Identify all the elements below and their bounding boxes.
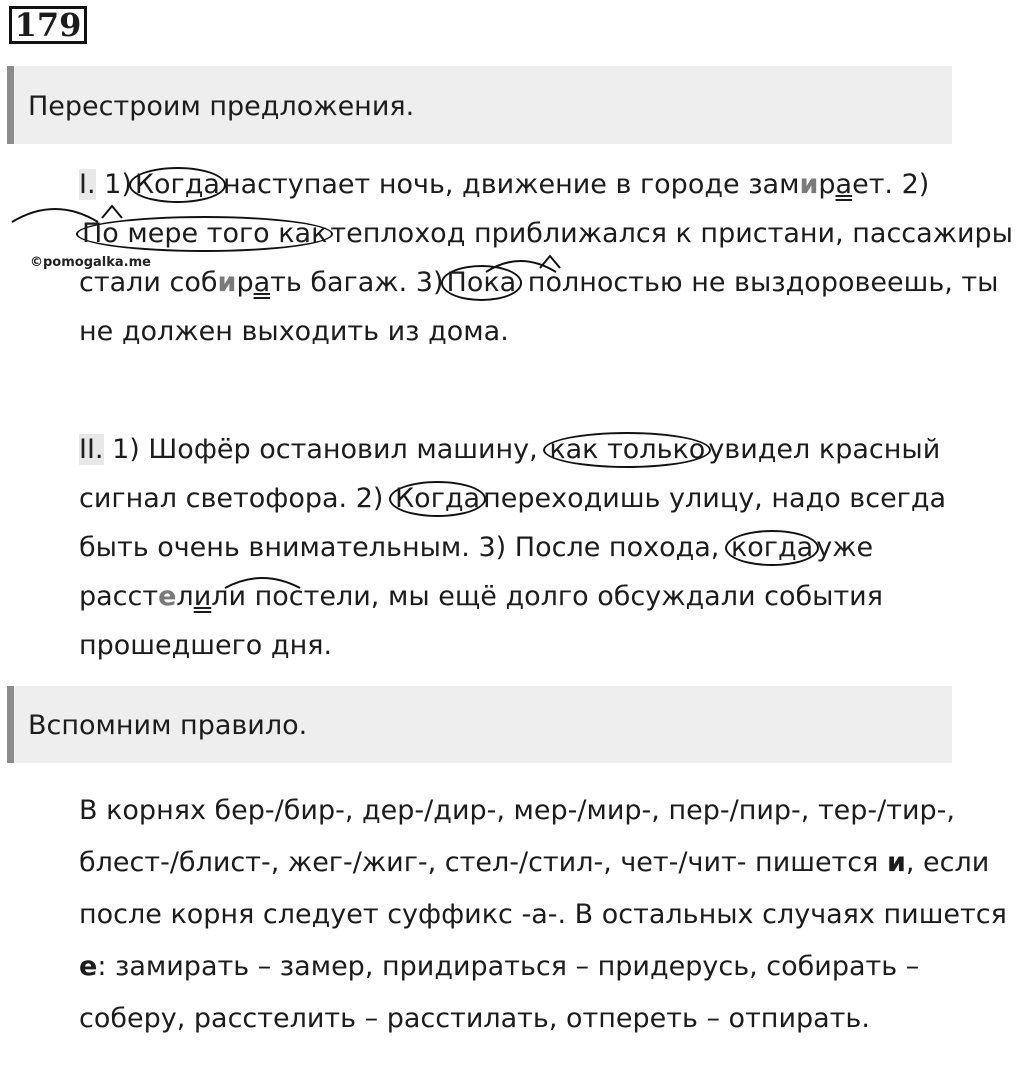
sentence-text: уже расст [79,532,874,612]
heading-text: Перестроим предложения. [28,91,415,122]
section-heading-rule [7,686,952,763]
part-two-paragraph [9,425,1024,670]
sentence-text: теплоход приближался к пристани, пассажиры стали соб [79,218,1014,298]
sentence-number: 3) [415,267,444,298]
sentence-text: ли постели, мы ещё долго обсуждали события прошедшего дня. [79,581,883,661]
root-letter: л [176,581,194,612]
conjunction-circled: По мере того как [76,216,333,252]
conjunction-circled: как только [543,432,711,468]
conjunction-circled: Когда [129,167,226,203]
part-one-paragraph [9,160,1024,356]
sentence-number: 1) [112,434,140,465]
conjunction-circled: Пока [441,265,523,301]
sentence-text: После похода, [514,532,720,563]
section-heading-rebuild [7,66,952,144]
sentence-text: ет. [852,169,894,200]
heading-text: Вспомним правило. [28,710,308,741]
root-vowel: и [217,267,237,298]
sentence-text: увидел красный сигнал светофора. [79,434,941,514]
roman-numeral: II. [79,434,104,465]
sentence-number: 2) [355,483,384,514]
task-number: 179 [9,6,87,44]
conjunction-circled: Когда [389,481,486,517]
root-letter: р [818,169,836,200]
sentence-text: Шофёр остановил машину, [148,434,538,465]
suffix-letter: а [835,169,853,200]
sentence-number: 3) [478,532,507,563]
rule-text: В корнях бер-/бир-, дер-/дир-, мер-/мир-, пер-/пир-, тер-/тир-, блест-/блист-, жег-/жиг-, стел-/стил-, чет-/чит- пишется [79,795,955,878]
watermark: ©pomogalka.me [30,255,151,270]
sentence-number: 1) [104,169,132,200]
rule-paragraph [9,785,1024,1045]
rule-text: : замирать – замер, придираться – придерусь, собирать – соберу, расстелить – расстилать, отпереть – отпирать. [79,951,920,1034]
root-vowel: е [158,581,177,612]
rule-bold-letter: е [79,951,98,982]
sentence-text: наступает ночь, движение в городе зам [222,169,800,200]
suffix-letter: а [253,267,271,298]
root-vowel: и [799,169,819,200]
sentence-text: полностью не выздоровеешь, ты не должен выходить из дома. [79,267,999,347]
sentence-number: 2) [901,169,930,200]
roman-numeral: I. [79,169,96,200]
rule-bold-letter: и [886,847,906,878]
rule-text: , если после корня следует суффикс -а-. В остальных случаях пишется [79,847,1007,930]
root-letter: р [236,267,254,298]
conjunction-circled: когда [725,530,819,566]
sentence-text: ть багаж. [270,267,408,298]
ending-letter: и [193,581,212,612]
sentence-text: переходишь улицу, надо всегда быть очень внимательным. [79,483,947,563]
